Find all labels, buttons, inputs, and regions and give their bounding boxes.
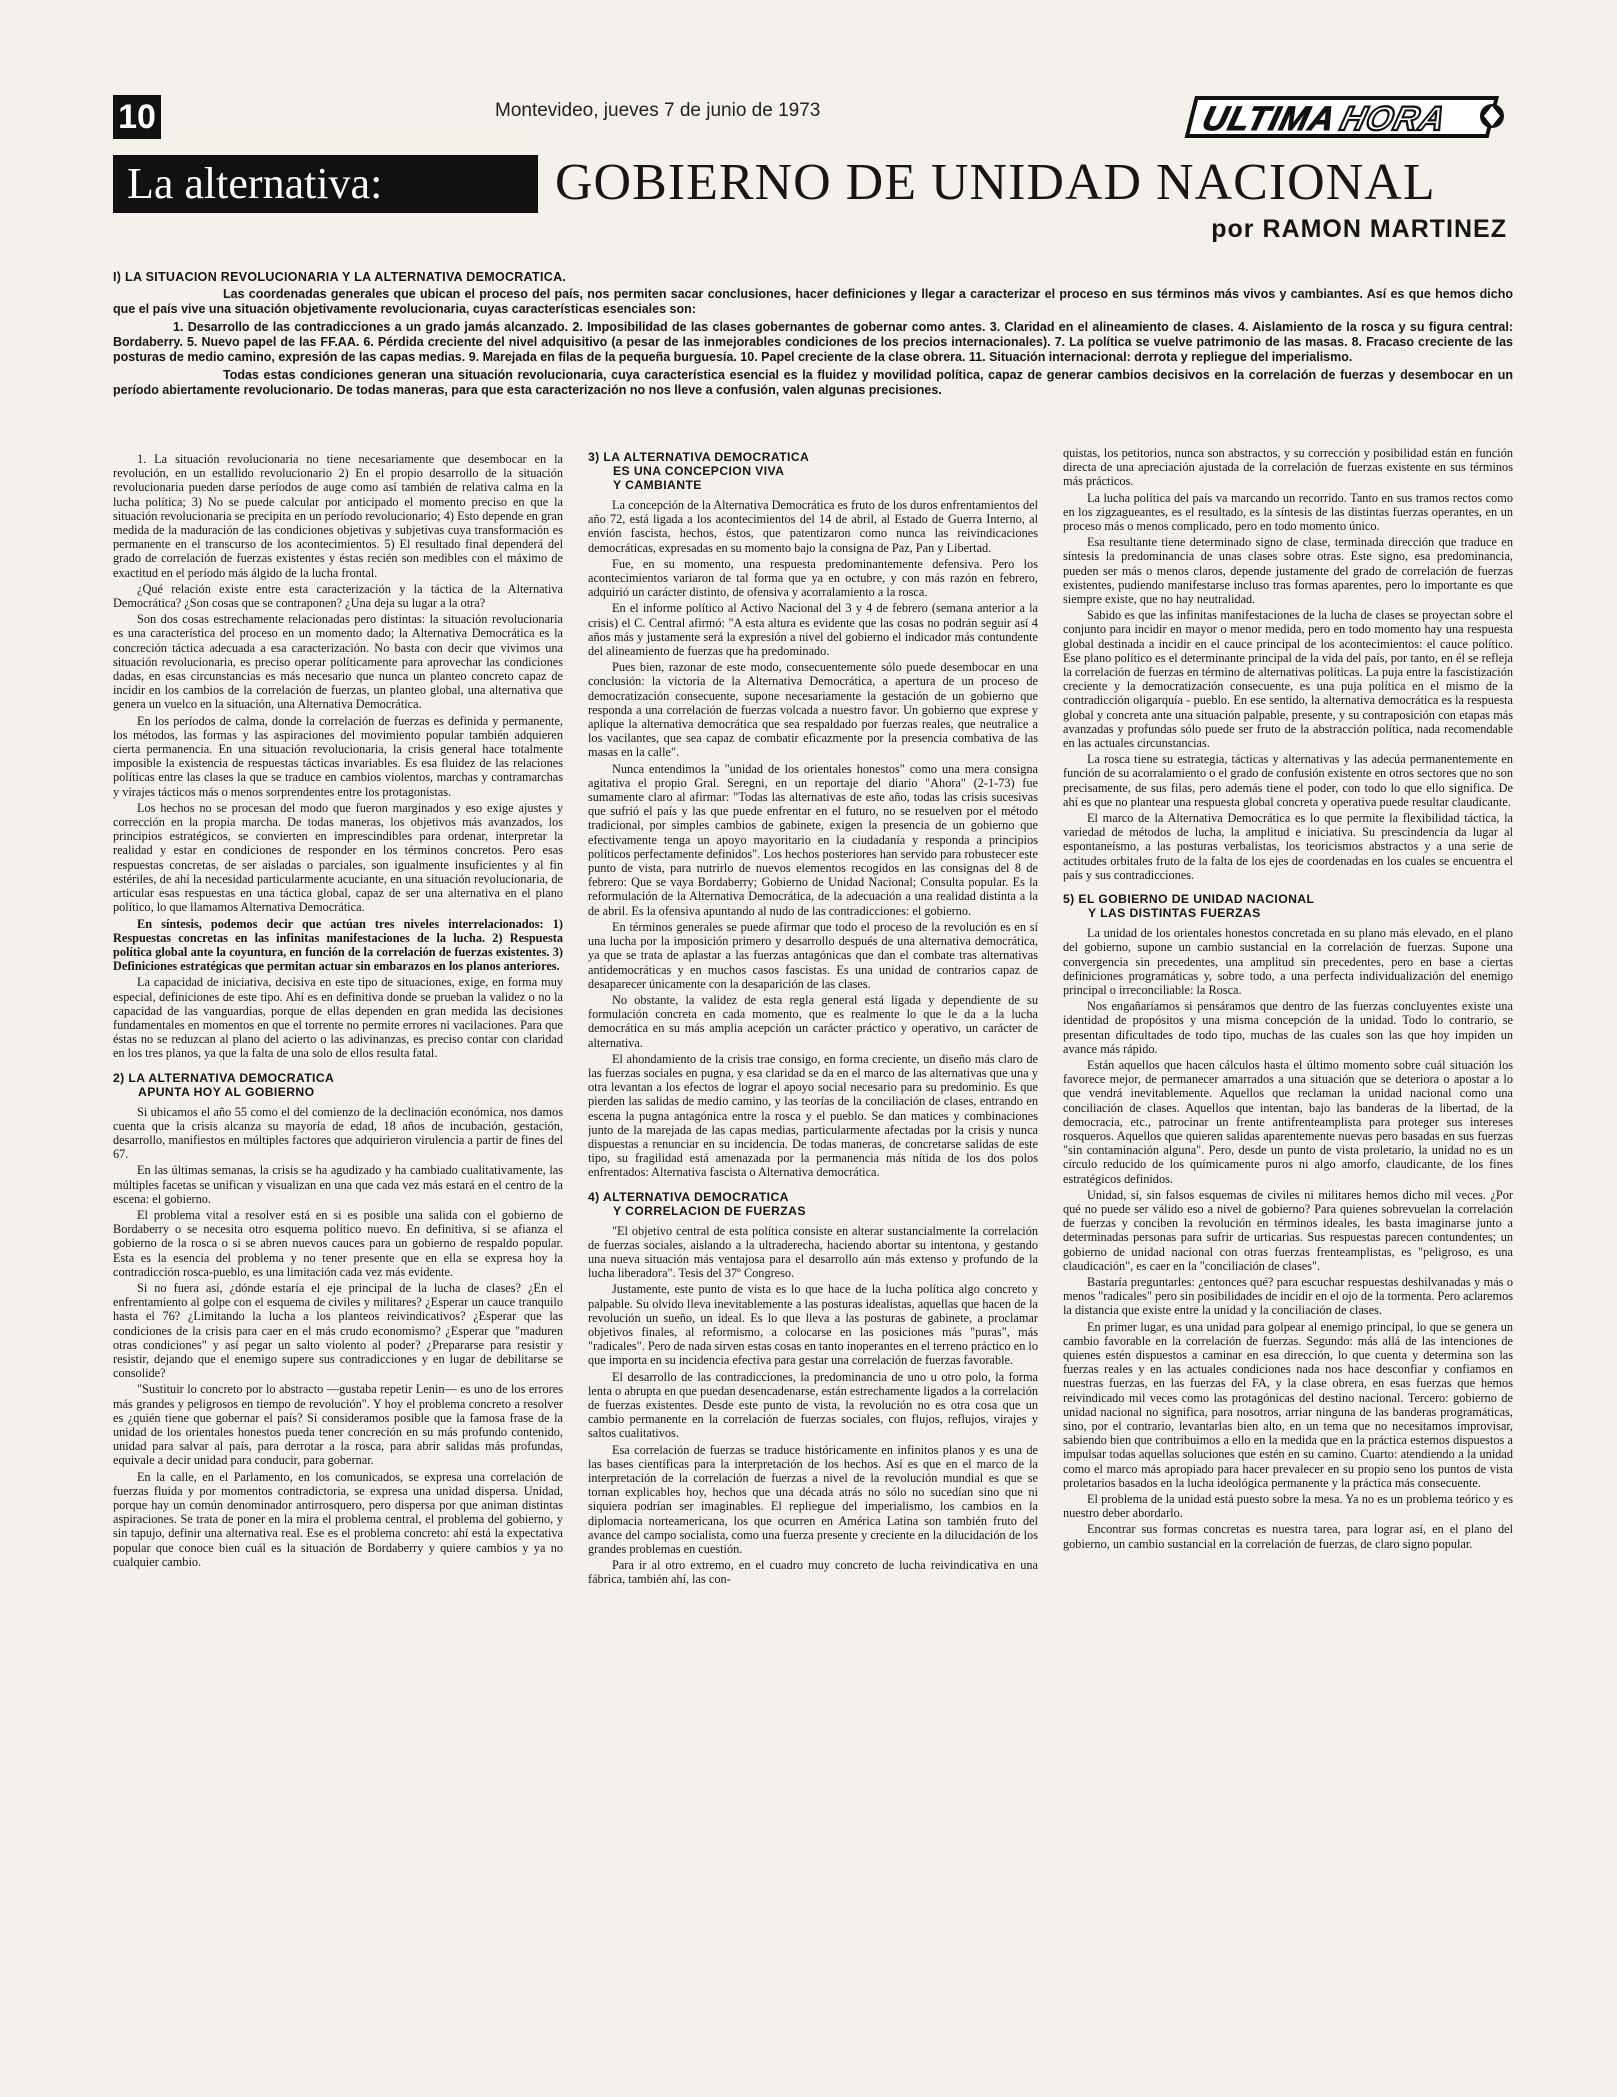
body-paragraph: En el informe político al Activo Nacional del 3 y 4 de febrero (semana anterior a la crisis) el C. Central afirmó: "A esta altura es evidente que las cosas no podrán seguir así 4 años más y justamente será la expresión a nivel del gobierno el indicador más contundente del alineamiento de fuerzas que ha predominado. [588,601,1038,659]
body-paragraph: El ahondamiento de la crisis trae consigo, en forma creciente, un diseño más claro de las fuerzas sociales en pugna, y esa claridad se da en el marco de las alternativas que una y otra levantan a los efectos de lograr el apoyo social necesario para su predominio. Es que pierden las salidas de medio camino, y las teorías de la conciliación de clases, entrando en escena la pugna antagónica entre la rosca y el pueblo. Se dan matices y combinaciones junto de la marejada de las capas medias, particularmente afectadas por la crisis y nunca dispuestas a renunciar en su incidencia. De todas maneras, de concretarse salidas de este tipo, su fragilidad está amenazada por la permanencia más nítida de los dos polos enfrentados: Alternativa fascista o Alternativa democrática. [588,1051,1038,1180]
svg-text:ULTIMA: ULTIMA [1198,100,1340,138]
body-paragraph: En los períodos de calma, donde la correlación de fuerzas es definida y permanente, los métodos, las formas y las aspiraciones del movimiento popular también adquieren cierta permanencia. En una situación revolucionaria, la crisis general hace totalmente imposible la existencia de respuestas tácticas invariables. Es esa fluidez de las relaciones políticas entre las clases la que se traduce en cambios violentos, marchas y contramarchas y virajes tácticos más o menos sorprendentes entre los protagonistas. [113,713,563,799]
ultima-hora-logo-graphic [1180,92,1510,142]
body-paragraph: Sabido es que las infinitas manifestaciones de la lucha de clases se proyectan sobre el conjunto para incidir en mayor o menor medida, pero en todo momento hay una respuesta global destinada a incidir en el cauce principal de los acontecimientos: el cauce político. Ese plano político es el determinante principal de la vida del país, por tanto, en él se refleja la correlación de fuerzas en término de alternativas políticas. La puja entre la fascistización creciente y la democratización consecuente, es una puja política en el mismo de la contradicción oligarquía - pueblo. En ese sentido, la alternativa democrática es la respuesta global y concreta ante una situación palpable, presente, y su contraposición con etapas más avanzadas y profundas sólo puede ser fruto de la abstracción política, nada recomendable en las actuales circunstancias. [1063,608,1513,751]
body-paragraph: La unidad de los orientales honestos concretada en su plano más elevado, en el plano del gobierno, supone un cambio sustancial en la correlación de fuerzas. Supone una convergencia sin precedentes, una amplitud sin precedentes, pero en base a ciertas definiciones programáticas y, sobre todo, a una perfecta individualización del enemigo principal o irreconciliable: la Rosca. [1063,926,1513,997]
body-paragraph: Encontrar sus formas concretas es nuestra tarea, para lograr así, en el plano del gobierno, un cambio sustancial en la correlación de fuerzas, de claro signo popular. [1063,1522,1513,1551]
intro-paragraph: Todas estas condiciones generan una situación revolucionaria, cuya característica esencial es la fluidez y movilidad política, capaz de generar cambios decisivos en la correlación de fuerzas y desembocar en un período abiertamente revolucionario. De todas maneras, para que esta caracterización no nos lleve a confusión, valen algunas precisiones. [113,368,1513,397]
body-paragraph: Nunca entendimos la "unidad de los orientales honestos" como una mera consigna agitativa el propio Gral. Seregni, en un reportaje del diario "Ahora" (2-1-73) fue sumamente claro al afirmar: "Todas las alternativas de este año, todas las crisis sucesivas que sufrió el país y las que puede enfrentar en el futuro, no se resuelven por el método tradicional, por simples cambios de gabinete, exigen la presencia de un gobierno que efectivamente tenga un apoyo mayoritario en la ciudadanía y responda a principios políticos perfectamente definidos". Los hechos posteriores han servido para robustecer este punto de vista, para nutrirlo de nuevos elementos recogidos en las consignas del 8 de febrero: Que se vaya Bordaberry; Gobierno de Unidad Nacional; Consulta popular. Es la reformulación de la Alternativa Democrática, de la adecuación a una realidad distinta a la de abril. Es la ofensiva apuntando al nudo de las contradicciones: el gobierno. [588,761,1038,918]
headline-left: La alternativa: [113,155,538,213]
body-paragraph: "Sustituir lo concreto por lo abstracto —gustaba repetir Lenin— es uno de los errores más grandes y peligrosos en tiempo de revolución". Y hoy el problema concreto a resolver es ¿quién tiene que gobernar el país? Si consideramos posible que la famosa frase de la unidad de los orientales honestos pueda tener concreción en su más profundo contenido, unidad para salvar al país, para derrotar a la rosca, para abrir salidas más profundas, equivale a decir unidad para conducir, para gobernar. [113,1382,563,1468]
body-paragraph: Fue, en su momento, una respuesta predominantemente defensiva. Pero los acontecimientos variaron de tal forma que ya en octubre, y con más razón en febrero, adquirió un carácter distinto, de ofensiva y acorralamiento a la rosca. [588,556,1038,600]
body-paragraph: quistas, los petitorios, nunca son abstractos, y su corrección y posibilidad están en función directa de una apreciación ajustada de la correlación de fuerzas existente en sus términos más prácticos. [1063,446,1513,489]
intro-paragraph: Las coordenadas generales que ubican el proceso del país, nos permiten sacar conclusiones, hacer definiciones y llegar a caracterizar el proceso en sus términos más vivos y cambiantes. Así es que hemos dicho que el país vive una situación objetivamente revolucionaria, cuyas características esenciales son: [113,287,1513,316]
body-paragraph: La capacidad de iniciativa, decisiva en este tipo de situaciones, exige, en forma muy especial, definiciones de este tipo. Ahí es en definitiva donde se prueban la validez o no la capacidad de las vanguardias, porque de ellas dependen en gran medida las decisiones fundamentales en momentos en que el torrente no permite errores ni vacilaciones. Para que éstas no se reduzcan al plano del acierto o las adivinanzas, es preciso contar con claridad en los tres planos, ya que la falta de una solo de ellos resulta fatal. [113,975,563,1061]
body-paragraph: Si ubicamos el año 55 como el del comienzo de la declinación económica, nos damos cuenta que la crisis alcanza su mayoría de edad, 18 años de incubación, gestación, desarrollo, manifiestos en múltiples factores que adquirieron virulencia a partir de fines del 67. [113,1104,563,1162]
section-heading-4 [588,1190,1038,1218]
headline-right: GOBIERNO DE UNIDAD NACIONAL [555,154,1436,211]
body-paragraph: El problema de la unidad está puesto sobre la mesa. Ya no es un problema teórico y es nuestro deber abordarlo. [1063,1492,1513,1521]
body-paragraph: No obstante, la validez de esta regla general está ligada y dependiente de su formulación concreta en cada momento, que es realmente lo que le da a la lucha democrática en su más amplia acepción un carácter práctico y operativo, un carácter de alternativa. [588,992,1038,1050]
body-paragraph: En primer lugar, es una unidad para golpear al enemigo principal, lo que se genera un cambio favorable en la correlación de fuerzas. Segundo: más allá de las intenciones de quienes estén dispuestos a caminar en esa dirección, lo que cuenta y determina son las fuerzas reales y en las actuales condiciones nada nos hace desconfiar y confiamos en nuestras fuerzas, en las fuerzas del FA, y la clase obrera, en esas fuerzas que hemos reivindicado mil veces como las protagónicas del destino nacional. Tercero: gobierno de unidad nacional no significa, para nosotros, arriar ninguna de las banderas programáticas, sino, por el contrario, levantarlas bien alto, en un tema que no necesitamos improvisar, sabiendo bien que contribuimos a ello en la medida que en la práctica estemos dispuestos a impulsar todas aquellas soluciones que estén en su camino. Cuarto: atendiendo a la unidad como el marco más apropiado para hacer prevalecer en su propio seno los puntos de vista proletarios basados en la lucha ideológica permanente y la práctica más consecuente. [1063,1319,1513,1490]
body-paragraph: Justamente, este punto de vista es lo que hace de la lucha política algo concreto y palpable. Su olvido lleva inevitablemente a las posturas idealistas, aquellas que hacen de la revolución un sueño, un ideal. Es lo que lleva a las posturas de gabinete, a proclamar objetivos finales, al reformismo, a colocarse en las posiciones más "puras", más "radicales". Pero de nada sirven estas cosas en tanto inoperantes en el terreno práctico en lo que importa en su incidencia efectiva para gestar una correlación de fuerzas favorable. [588,1282,1038,1368]
body-paragraph: La concepción de la Alternativa Democrática es fruto de los duros enfrentamientos del año 72, está ligada a los acontecimientos del 14 de abril, al Estado de Guerra Interno, al envión fascista, hechos, éstos, que patentizaron como nunca las reivindicaciones democráticas, expresadas en su momento bajo la consigna de Paz, Pan y Libertad. [588,498,1038,555]
column-1 [113,452,563,1997]
section-heading-line: 2) LA ALTERNATIVA DEMOCRATICA [113,1070,335,1085]
column-3 [1063,446,1513,1996]
section-heading-line: Y LAS DISTINTAS FUERZAS [1088,906,1261,921]
byline: por RAMON MARTINEZ [1211,215,1507,243]
body-paragraph: El problema vital a resolver está en si es posible una salida con el gobierno de Bordaberry o se necesita otro esquema político nuevo. En definitiva, si se afianza el gobierno de la rosca o si se abren nuevos cauces para un gobierno de respaldo popular. Esta es la esencia del problema y no tener presente que en ella se expresa hoy la contradicción rosca-pueblo, es una limitación cada vez más evidente. [113,1207,563,1279]
section-heading-2 [113,1071,563,1099]
body-paragraph: En términos generales se puede afirmar que todo el proceso de la revolución es en sí una lucha por la imposición primero y desarrollo después de una alternativa democrática, ya que se trata de aplastar a las fuerzas antagónicas que dan el combate tras alternativas antidemocráticas y en muchos casos fascistas. Es una unidad de contrarios capaz de desaparecer únicamente con la desaparición de las clases. [588,919,1038,991]
dateline: Montevideo, jueves 7 de junio de 1973 [495,100,821,121]
body-paragraph: ¿Qué relación existe entre esta caracterización y la táctica de la Alternativa Democrática? ¿Son cosas que se contraponen? ¿Una deja su lugar a la otra? [113,581,563,611]
body-paragraph: La lucha política del país va marcando un recorrido. Tanto en sus tramos rectos como en los zigzagueantes, es el resultado, es la síntesis de las distintas fuerzas operantes, en un proceso más o menos complicado, pero en todo momento único. [1063,490,1513,534]
section-heading-line: APUNTA HOY AL GOBIERNO [138,1084,315,1099]
section-heading-5 [1063,892,1513,920]
body-paragraph: Nos engañaríamos si pensáramos que dentro de las fuerzas concluyentes existe una identidad de propósitos y una misma concepción de la unidad. Todo lo contrario, se presentan dificultades de todo tipo, muchas de las cuales son las que hoy impiden un avance más rápido. [1063,999,1513,1056]
body-paragraph: En las últimas semanas, la crisis se ha agudizado y ha cambiado cualitativamente, las múltiples facetas se unifican y visualizan en una que cada vez más estará en el centro de la escena: el gobierno. [113,1163,563,1206]
body-paragraph: Pues bien, razonar de este modo, consecuentemente sólo puede desembocar en una conclusión: la victoria de la Alternativa Democrática, a apertura de un proceso de democratización consecuente, supone necesariamente la gestación de un gobierno que responda a una correlación de fuerzas volcada a nuestro favor. Un gobierno que exprese y aplique la alternativa democrática que sea respaldado por fuerzas reales, que neutralice a los vacilantes, que sea capaz de combatir eficazmente por la presencia combativa de las masas en la calle". [588,660,1038,760]
body-paragraph: Son dos cosas estrechamente relacionadas pero distintas: la situación revolucionaria es una característica del proceso en un momento dado; la Alternativa Democrática es la concreción táctica adecuada a esa caracterización. No basta con decir que vivimos una situación revolucionaria, es preciso operar políticamente para aprovechar las condiciones dadas, en esas circunstancias es más necesario que nunca un planteo concreto capaz de incidir en los cambios de la correlación de fuerzas, un planteo global, una alternativa que genera un vuelco en la situación, una Alternativa Democrática. [113,612,563,712]
body-paragraph: Para ir al otro extremo, en el cuadro muy concreto de lucha reivindicativa en una fábrica, también ahí, las con- [588,1558,1038,1587]
intro-characteristics-list: 1. Desarrollo de las contradicciones a un grado jamás alcanzado. 2. Imposibilidad de las clases gobernantes de gobernar como antes. 3. Claridad en el alineamiento de clases. 4. Aislamiento de la rosca y su figura central: Bordaberry. 5. Nuevo papel de las FF.AA. 6. Pérdida creciente del nivel adquisitivo (a pesar de las inmejorables condiciones de los precios internacionales). 7. La política se vuelve patrimonio de las masas. 8. Fracaso creciente de las posturas de medio camino, expresión de las capas medias. 9. Marejada en filas de la pequeña burguesía. 10. Papel creciente de la clase obrera. 11. Situación internacional: derrota y repliegue del imperialismo. [113,320,1513,364]
body-paragraph: Esa resultante tiene determinado signo de clase, terminada dirección que traduce en síntesis la predominancia de unas clases sobre otras. Este signo, esa predominancia, pueden ser más o menos claros, depende justamente del grado de correlación de fuerzas existentes, pudiendo manifestarse incluso tras formas aparentes, pero lo importante es que siempre existe, que no hay neutralidad. [1063,535,1513,607]
section-heading-line: 4) ALTERNATIVA DEMOCRATICA [588,1189,789,1204]
column-2 [588,450,1038,1995]
section-heading-line: 3) LA ALTERNATIVA DEMOCRATICA [588,450,810,464]
svg-text:HORA: HORA [1336,100,1450,138]
body-paragraph: Los hechos no se procesan del modo que fueron marginados y eso exige ajustes y corrección en la propia marcha. De todas maneras, los objetivos más avanzados, los principios estratégicos, se convierten en imprescindibles para ordenar, interpretar la realidad y estar en condiciones de responder en los términos concretos. Pero esas respuestas concretas, de ser aisladas o parciales, son igualmente insuficientes y al fin estériles, de ahí la necesidad particularmente acuciante, en una situación revolucionaria, de articular esas respuestas en una táctica global, capaz de ser una alternativa en el plano político, lo que llamamos Alternativa Democrática. [113,800,563,915]
page-number: 10 [113,95,161,139]
section-heading-line: Y CAMBIANTE [613,478,702,492]
section-heading-line: Y CORRELACION DE FUERZAS [613,1203,806,1218]
section-heading-line: 5) EL GOBIERNO DE UNIDAD NACIONAL [1063,892,1315,907]
newspaper-logo [1180,92,1510,142]
section-title-1: I) LA SITUACION REVOLUCIONARIA Y LA ALTERNATIVA DEMOCRATICA. [113,270,567,284]
body-paragraph: Unidad, sí, sin falsos esquemas de civiles ni militares hemos dicho mil veces. ¿Por qué no puede ser válido eso a nivel de gobierno? Para quienes sobrevuelan la correlación de fuerzas y conciben la revolución en términos ideales, les basta imaginarse junto a determinadas personas para sufrir de urticarias. Sus respuestas parecen contundentes; un gobierno de unidad nacional con otras fuerzas frenteamplistas, es "peligroso, es una claudicación", es caer en la "conciliación de clases". [1063,1187,1513,1273]
section-heading-3 [588,450,1038,492]
section-heading-line: ES UNA CONCEPCION VIVA [613,464,785,478]
body-paragraph: Esa correlación de fuerzas se traduce históricamente en infinitos planos y es una de las bases científicas para la interpretación de los hechos. Así es que en el marco de la interpretación de la correlación de fuerzas a nivel de la revolución mundial es que se tornan explicables hoy, hechos que una década atrás no sólo no sucedían sino que ni siquiera podrían ser imaginables. El repliegue del imperialismo, los cambios en la diplomacia norteamericana, los que ocurren en América Latina son también fruto del avance del campo socialista, como una fuerza presente y creciente en la dilucidación de los grandes problemas en cuestión. [588,1442,1038,1557]
body-paragraph: El marco de la Alternativa Democrática es lo que permite la flexibilidad táctica, la variedad de métodos de lucha, la amplitud e iniciativa. Su prescindencia da lugar al espontaneísmo, a las posturas verbalistas, los teoricismos abstractos y a una serie de actitudes orbitales fruto de la falta de los ejes de coordenadas en los cuales se encuentra el país y sus contradicciones. [1063,811,1513,882]
body-paragraph: Bastaría preguntarles: ¿entonces qué? para escuchar respuestas deshilvanadas y más o menos "radicales" pero sin posibilidades de incidir en el ojo de la tormenta. Pero aclaremos la distancia que existe entre la unidad y la conciliación de clases. [1063,1274,1513,1318]
body-paragraph: "El objetivo central de esta política consiste en alterar sustancialmente la correlación de fuerzas sociales, aislando a la ultraderecha, haciendo abortar su intentona, y gestando una nueva situación más ventajosa para el desarrollo aún más extenso y profundo de la lucha liberadora". Tesis del 37º Congreso. [588,1223,1038,1281]
body-paragraph: Están aquellos que hacen cálculos hasta el último momento sobre cuál situación los favorece mejor, de permanecer amarrados a una situación que se deteriora o apostar a lo que vendrá inevitablemente. Aquellos que reclaman la unidad nacional como una conciliación de clases. Aquellos que intentan, bajo las banderas de la libertad, de la democracia, etc., patrocinar un frente antifrenteamplista para proteger sus intereses rosqueros. Aquellos que quieren salidas aparentemente nuevas pero basadas en sus fuerzas "sin contaminación alguna". Pero, desde un punto de vista proletario, la unidad no es un círculo reducido de los químicamente puros ni algo amorfo, claudicante, de los fines estratégicos definidos. [1063,1057,1513,1186]
body-paragraph: 1. La situación revolucionaria no tiene necesariamente que desembocar en la revolución, en un estallido revolucionario 2) En el propio desarrollo de la situación revolucionaria pueden darse períodos de auge como así también de relativa calma en la lucha política; 3) No se puede calcular por anticipado el momento preciso en que la situación revolucionaria se precipita en un período revolucionario; 4) Esto depende en gran medida de la maduración de las condiciones objetivas y subjetivas cuya transformación es permanente en el transcurso de los acontecimientos. 5) El resultado final dependerá del grado de correlación de fuerzas existentes y éstas recién son medibles con el máximo de exactitud en el período más álgido de la lucha frontal. [113,452,563,580]
body-paragraph: En la calle, en el Parlamento, en los comunicados, se expresa una correlación de fuerzas fluida y por momentos contradictoria, se expresa una unidad dispersa. Unidad, porque hay un común denominador antirrosquero, pero dispersa por que animan distintas aspiraciones. Se trata de poner en la mira el problema central, el problema del gobierno, y sin tapujo, definir una alternativa real. Ese es el problema concreto: ahí está la expectativa popular que conoce bien cuál es la situación de Bordaberry y quiere cambios y ya no cualquier cambio. [113,1469,563,1569]
intro-block [113,270,1513,401]
body-paragraph: La rosca tiene su estrategia, tácticas y alternativas y las adecúa permanentemente en función de su acorralamiento o el grado de confusión existente en otros sectores que no son precisamente, de sus filas, pero además tiene el poder, con todo lo que ello significa. De ahí es que no plantear una respuesta global concreta y operativa puede resultar claudicante. [1063,752,1513,809]
body-paragraph: El desarrollo de las contradicciones, la predominancia de uno u otro polo, la forma lenta o abrupta en que puedan desencadenarse, están estrechamente ligados a la correlación de fuerzas existentes. Desde este punto de vista, la revolución no es otra cosa que un cambio permanente en la correlación de fuerzas sociales, con flujos, reflujos, virajes y saltos cualitativos. [588,1369,1038,1441]
body-paragraph-bold: En síntesis, podemos decir que actúan tres niveles interrelacionados: 1) Respuestas concretas en las infinitas manifestaciones de la lucha. 2) Respuesta política global ante la coyuntura, en función de la correlación de fuerzas existentes. 3) Definiciones estratégicas que permitan actuar sin embarazos en los planos anteriores. [113,916,563,974]
body-paragraph: Si no fuera así, ¿dónde estaría el eje principal de la lucha de clases? ¿En el enfrentamiento al golpe con el esquema de civiles y militares? ¿Esperar un cauce tranquilo hasta el 76? ¿Limitando la lucha a los planteos reivindicativos? ¿Esperar que las condiciones de la crisis para caer en el más crudo economismo? ¿Esperar que "maduren otras condiciones" y así pegar un salto violento al poder? ¿Prepararse para resistir y resistir, dejando que el enemigo supere sus contradicciones y en lugar de debilitarse se consolide? [113,1280,563,1381]
